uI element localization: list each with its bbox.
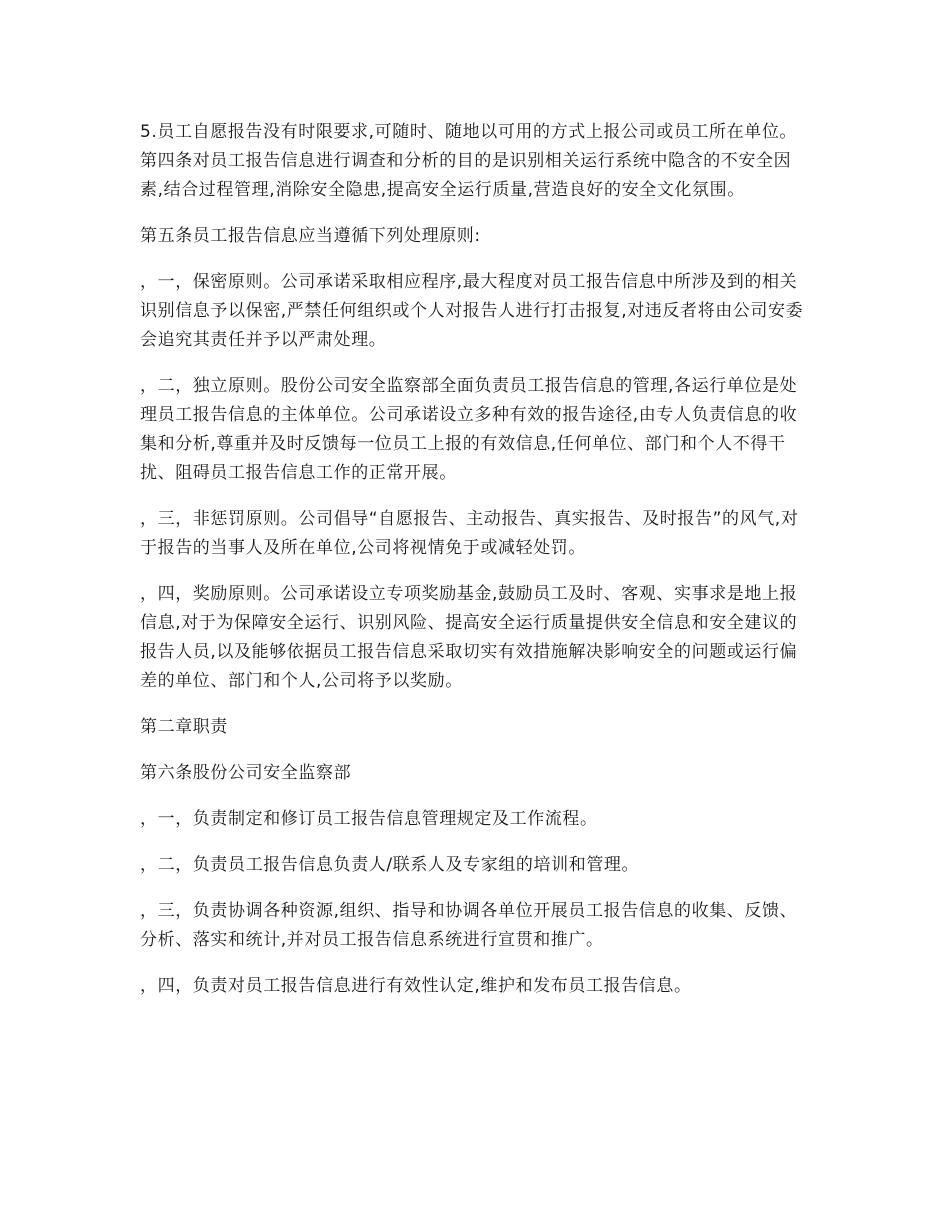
- paragraph-independence-principle: ，二，独立原则。股份公司安全监察部全面负责员工报告信息的管理,各运行单位是处理员工报告信息的主体单位。公司承诺设立多种有效的报告途径,由专人负责信息的收集和分析,尊重并及时反馈每一位员工上报的有效信息,任何单位、部门和个人不得干扰、阻碍员工报告信息工作的正常开展。: [140, 376, 798, 483]
- paragraph-duty-2: ，二，负责员工报告信息负责人/联系人及专家组的培训和管理。: [140, 855, 640, 875]
- paragraph-confidentiality-principle: ，一，保密原则。公司承诺采取相应程序,最大程度对员工报告信息中所涉及到的相关识别信息予以保密,严禁任何组织或个人对报告人进行打击报复,对违反者将由公司安委会追究其责任并予以严肃处理。: [140, 272, 804, 350]
- paragraph-article-6-heading: 第六条股份公司安全监察部: [140, 763, 352, 783]
- paragraph-article-4: 5.员工自愿报告没有时限要求,可随时、随地以可用的方式上报公司或员工所在单位。 第四条对员工报告信息进行调查和分析的目的是识别相关运行系统中隐含的不安全因素,结合过程管理,消除安全隐患,提高安全运行质量,营造良好的安全文化氛围。: [140, 122, 798, 200]
- paragraph-article-5-heading: 第五条员工报告信息应当遵循下列处理原则:: [140, 226, 481, 246]
- paragraph-reward-principle: ，四，奖励原则。公司承诺设立专项奖励基金,鼓励员工及时、客观、实事求是地上报信息,对于为保障安全运行、识别风险、提高安全运行质量提供安全信息和安全建议的报告人员,以及能够依据员工报告信息采取切实有效措施解决影响安全的问题或运行偏差的单位、部门和个人,公司将予以奖励。: [140, 584, 798, 691]
- paragraph-duty-3: ，三，负责协调各种资源,组织、指导和协调各单位开展员工报告信息的收集、反馈、分析、落实和统计,并对员工报告信息系统进行宣贯和推广。: [140, 901, 798, 950]
- paragraph-non-punishment-principle: ，三，非惩罚原则。公司倡导“自愿报告、主动报告、真实报告、及时报告”的风气,对于报告的当事人及所在单位,公司将视情免于或减轻处罚。: [140, 509, 799, 558]
- paragraph-duty-1: ，一，负责制定和修订员工报告信息管理规定及工作流程。: [140, 809, 598, 829]
- chapter-heading: 第二章职责: [140, 717, 228, 737]
- paragraph-duty-4: ，四，负责对员工报告信息进行有效性认定,维护和发布员工报告信息。: [140, 976, 692, 996]
